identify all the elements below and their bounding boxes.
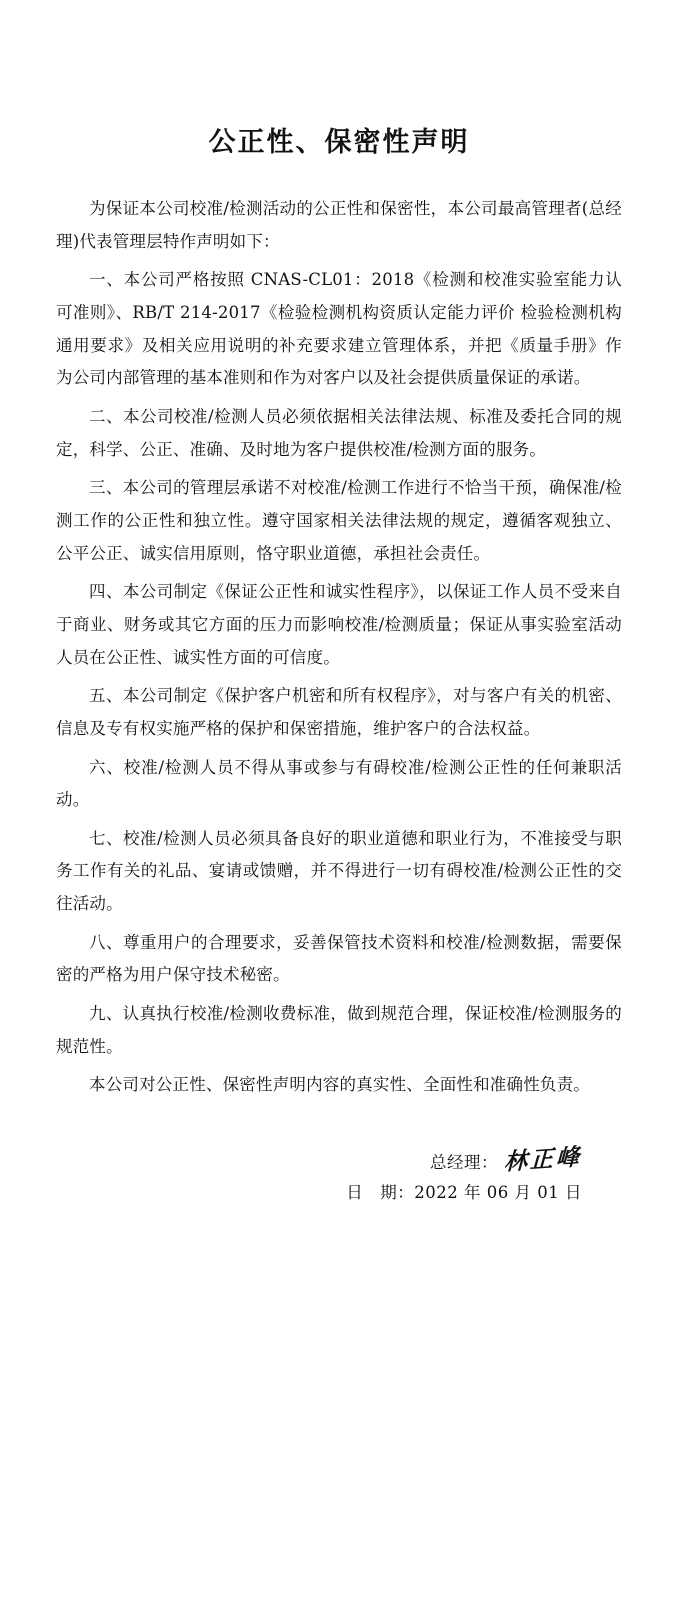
paragraph-item-7: 七、校准/检测人员必须具备良好的职业道德和职业行为，不准接受与职务工作有关的礼品、宴请或馈赠，并不得进行一切有碍校准/检测公正性的交往活动。 <box>56 828 622 914</box>
paragraph-item-5: 五、本公司制定《保护客户机密和所有权程序》，对与客户有关的机密、信息及专有权实施严格的保护和保密措施，维护客户的合法权益。 <box>56 686 622 738</box>
signature-row <box>430 1143 583 1176</box>
paragraph-item-8: 八、尊重用户的合理要求，妥善保管技术资料和校准/检测数据，需要保密的严格为用户保守技术秘密。 <box>56 932 622 985</box>
paragraph-item-1: 一、本公司严格按照 CNAS-CL01：2018《检测和校准实验室能力认可准则》、RB/T 214-2017《检验检测机构资质认定能力评价 检验检测机构通用要求》及相关应用说明的补充要求建立管理体系，并把《质量手册》作为公司内部管理的基本准则和作为对客户以及社会提供质量保证的承诺。 <box>56 270 622 388</box>
page-title: 公正性、保密性声明 <box>208 127 470 158</box>
handwritten-signature: 林正峰 <box>503 1143 583 1176</box>
paragraph-item-9: 九、认真执行校准/检测收费标准，做到规范合理，保证校准/检测服务的规范性。 <box>56 1004 622 1056</box>
paragraph-intro: 为保证本公司校准/检测活动的公正性和保密性，本公司最高管理者(总经理)代表管理层特作声明如下： <box>56 199 622 251</box>
manager-label: 总经理： <box>430 1153 498 1173</box>
paragraph-item-2: 二、本公司校准/检测人员必须依据相关法律法规、标准及委托合同的规定，科学、公正、准确、及时地为客户提供校准/检测方面的服务。 <box>56 406 622 459</box>
paragraph-item-6: 六、校准/检测人员不得从事或参与有碍校准/检测公正性的任何兼职活动。 <box>56 757 622 810</box>
signature-date: 日 期：2022 年 06 月 01 日 <box>346 1183 582 1203</box>
paragraph-item-4: 四、本公司制定《保证公正性和诚实性程序》，以保证工作人员不受来自于商业、财务或其它方面的压力而影响校准/检测质量；保证从事实验室活动人员在公正性、诚实性方面的可信度。 <box>56 582 622 667</box>
signature-block <box>56 1143 622 1203</box>
paragraph-item-3: 三、本公司的管理层承诺不对校准/检测工作进行不恰当干预，确保准/检测工作的公正性和独立性。遵守国家相关法律法规的规定，遵循客观独立、公平公正、诚实信用原则，恪守职业道德，承担社会责任。 <box>56 478 622 563</box>
paragraph-closing: 本公司对公正性、保密性声明内容的真实性、全面性和准确性负责。 <box>89 1075 590 1095</box>
